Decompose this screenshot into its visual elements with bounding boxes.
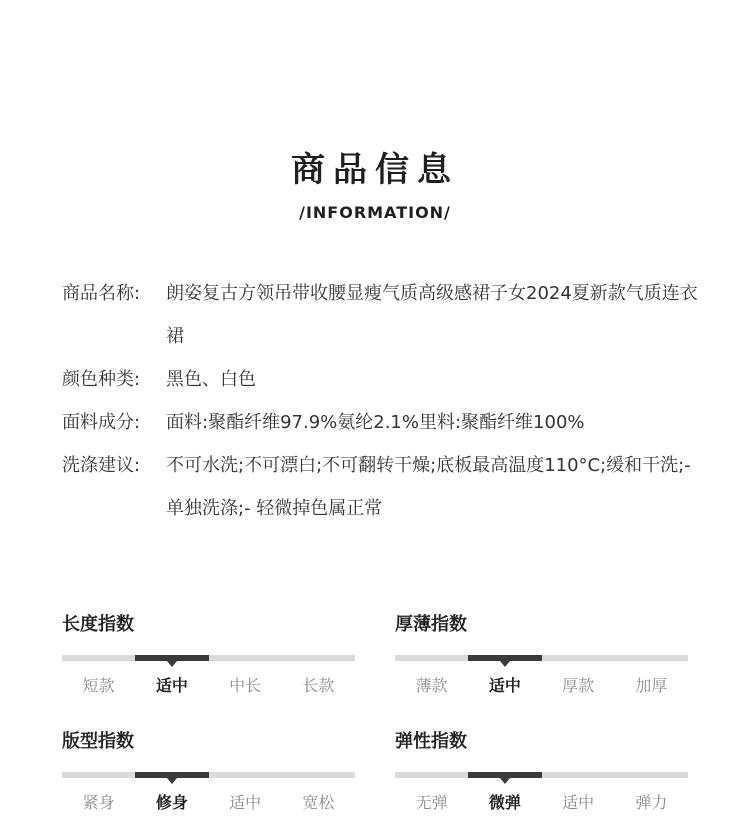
info-value: 面料:聚酯纤维97.9%氨纶2.1%里料:聚酯纤维100% (166, 412, 585, 433)
thickness-index (395, 612, 688, 697)
index-track (62, 772, 355, 778)
index-options (62, 675, 355, 697)
pointer-triangle-icon (167, 661, 177, 667)
info-row-colors (62, 358, 712, 401)
info-value: 朗姿复古方领吊带收腰显瘦气质高级感裙子女2024夏新款气质连衣裙 (166, 283, 698, 347)
index-option: 薄款 (415, 676, 448, 695)
info-label: 洗涤建议: (62, 455, 141, 476)
section-subtitle: /INFORMATION/ (299, 203, 451, 222)
index-option: 厚款 (562, 676, 595, 695)
info-label: 颜色种类: (62, 369, 141, 390)
index-option: 弹力 (635, 793, 668, 812)
info-value: 不可水洗;不可漂白;不可翻转干燥;底板最高温度110°C;缓和干洗;- 单独洗涤;- 轻微掉色属正常 (166, 455, 691, 519)
index-option: 适中 (155, 676, 188, 695)
elasticity-index (395, 729, 688, 814)
index-options (62, 792, 355, 814)
index-title: 长度指数 (62, 614, 134, 635)
index-indicator (135, 772, 208, 778)
pointer-triangle-icon (500, 661, 510, 667)
section-title: 商品信息 (291, 150, 459, 190)
index-indicator (468, 772, 541, 778)
index-indicator (468, 655, 541, 661)
index-option: 无弹 (415, 793, 448, 812)
info-label: 商品名称: (62, 283, 141, 304)
pointer-triangle-icon (500, 778, 510, 784)
index-option: 长款 (302, 676, 335, 695)
info-value: 黑色、白色 (166, 369, 256, 390)
info-row-washing (62, 444, 712, 530)
index-option: 紧身 (82, 793, 115, 812)
product-info-list (62, 272, 712, 530)
index-option: 适中 (488, 676, 521, 695)
index-option: 中长 (229, 676, 262, 695)
index-track (395, 655, 688, 661)
index-title: 厚薄指数 (395, 614, 467, 635)
info-label: 面料成分: (62, 412, 141, 433)
index-option: 适中 (229, 793, 262, 812)
pointer-triangle-icon (167, 778, 177, 784)
index-track (395, 772, 688, 778)
info-row-product-name (62, 272, 712, 358)
index-indicator (135, 655, 208, 661)
index-option: 加厚 (635, 676, 668, 695)
info-row-fabric (62, 401, 712, 444)
fit-index (62, 729, 355, 814)
index-option: 修身 (155, 793, 188, 812)
index-option: 宽松 (302, 793, 335, 812)
length-index (62, 612, 355, 697)
index-option: 适中 (562, 793, 595, 812)
index-option: 短款 (82, 676, 115, 695)
index-title: 弹性指数 (395, 731, 467, 752)
index-options (395, 792, 688, 814)
index-title: 版型指数 (62, 731, 134, 752)
index-option: 微弹 (488, 793, 521, 812)
index-track (62, 655, 355, 661)
index-options (395, 675, 688, 697)
